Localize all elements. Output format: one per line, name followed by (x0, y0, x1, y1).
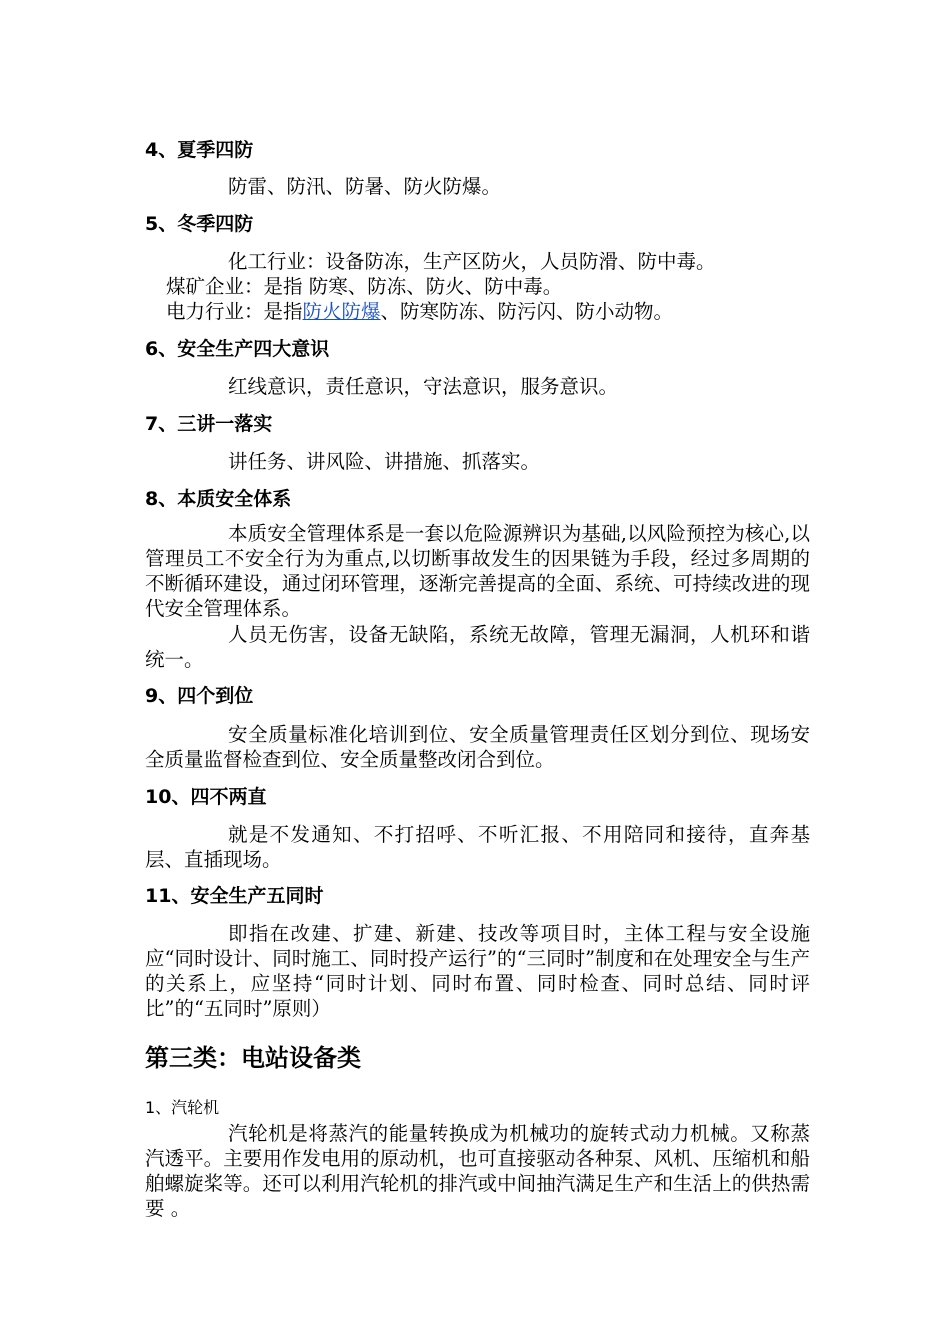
four-in-place-text: 安全质量标准化培训到位、安全质量管理责任区划分到位、现场安全质量监督检查到位、安全质量整改闭合到位。 (145, 723, 810, 771)
heading-three-talks: 7、三讲一落实 (145, 413, 273, 435)
winter-coal-text: 煤矿企业：是指 防寒、防冻、防火、防中毒。 (166, 275, 563, 298)
summer-four-prevent-text: 防雷、防汛、防暑、防火防爆。 (228, 175, 502, 198)
heading-four-in-place: 9、四个到位 (145, 685, 254, 707)
part3-heading: 第三类：电站设备类 (145, 1044, 361, 1072)
three-talks-text: 讲任务、讲风险、讲措施、抓落实。 (228, 450, 541, 473)
winter-power-prefix: 电力行业：是指 (166, 300, 303, 323)
intrinsic-safety-paragraph-2: 人员无伤害，设备无缺陷，系统无故障，管理无漏洞，人机环和谐统一。 (145, 623, 810, 671)
winter-chemical-text: 化工行业：设备防冻，生产区防火，人员防滑、防中毒。 (228, 250, 716, 273)
heading-four-awareness: 6、安全生产四大意识 (145, 338, 330, 360)
five-simultaneous-text: 即指在改建、扩建、新建、技改等项目时，主体工程与安全设施应“同时设计、同时施工、同时投产运行”的“三同时”制度和在处理安全与生产的关系上，应坚持“同时计划、同时布置、同时检查、同时总结、同时评比”的“五同时”原则） (145, 922, 810, 1020)
winter-power-suffix: 、防寒防冻、防污闪、防小动物。 (380, 300, 674, 323)
item1-body: 汽轮机是将蒸汽的能量转换成为机械功的旋转式动力机械。又称蒸汽透平。主要用作发电用的原动机，也可直接驱动各种泵、风机、压缩机和船舶螺旋桨等。还可以利用汽轮机的排汽或中间抽汽满足生产和生活上的供热需要 。 (145, 1122, 810, 1220)
heading-winter-four-prevent: 5、冬季四防 (145, 213, 254, 235)
intrinsic-safety-paragraph-1: 本质安全管理体系是一套以危险源辨识为基础,以风险预控为核心,以管理员工不安全行为为重点,以切断事故发生的因果链为手段，经过多周期的不断循环建设，通过闭环管理，逐渐完善提高的全面、系统、可持续改进的现代安全管理体系。 (145, 522, 810, 620)
heading-intrinsic-safety: 8、本质安全体系 (145, 488, 292, 510)
winter-power-text (166, 299, 673, 324)
item1-title: 1、汽轮机 (145, 1098, 220, 1117)
heading-five-simultaneous: 11、安全生产五同时 (145, 885, 324, 907)
heading-four-no-two-direct: 10、四不两直 (145, 786, 267, 808)
four-awareness-text: 红线意识，责任意识，守法意识，服务意识。 (228, 375, 619, 398)
heading-summer-four-prevent: 4、夏季四防 (145, 139, 254, 161)
four-no-two-direct-text: 就是不发通知、不打招呼、不听汇报、不用陪同和接待，直奔基层、直插现场。 (145, 823, 810, 871)
fire-explosion-link[interactable]: 防火防爆 (302, 300, 381, 323)
